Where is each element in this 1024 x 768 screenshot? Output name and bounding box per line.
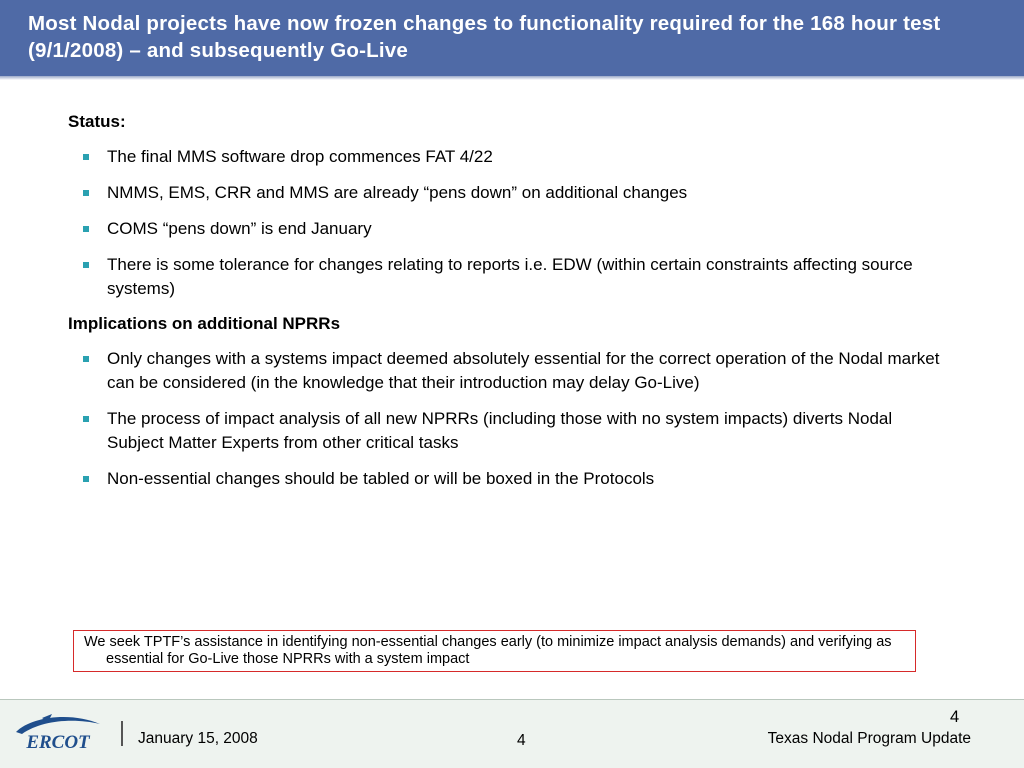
- list-item: [68, 407, 948, 455]
- footer-date: January 15, 2008: [138, 730, 258, 747]
- slide-title: Most Nodal projects have now frozen changes to functionality required for the 168 hour test (9/1/2008) – and subsequently Go-Live: [28, 12, 941, 62]
- callout-box: [73, 630, 916, 672]
- list-item-text: Only changes with a systems impact deemed absolutely essential for the correct operation of the Nodal market can be considered (in the knowledge that their introduction may delay Go-Live): [107, 349, 940, 392]
- square-bullet-icon: [83, 416, 89, 422]
- list-item-text: Non-essential changes should be tabled or will be boxed in the Protocols: [107, 469, 655, 488]
- list-item: [68, 347, 948, 395]
- bullet-list: [68, 145, 948, 301]
- section-heading: Implications on additional NPRRs: [68, 314, 341, 333]
- footer-program-title: Texas Nodal Program Update: [767, 730, 971, 747]
- list-item-text: The process of impact analysis of all new NPRRs (including those with no system impacts) diverts Nodal Subject Matter Experts from other critical tasks: [107, 409, 893, 452]
- callout-text: We seek TPTF’s assistance in identifying non-essential changes early (to minimize impact analysis demands) and verifying as essential for Go-Live those NPRRs with a system impact: [84, 634, 892, 667]
- slide-number: 4: [950, 708, 960, 726]
- section-status: [68, 111, 948, 301]
- slide-body: [68, 111, 948, 503]
- square-bullet-icon: [83, 356, 89, 362]
- logo-text: ERCOT: [26, 732, 90, 753]
- list-item-text: COMS “pens down” is end January: [107, 219, 372, 238]
- title-bar-shadow: [0, 76, 1024, 80]
- footer-page-number: 4: [517, 732, 526, 749]
- square-bullet-icon: [83, 476, 89, 482]
- list-item: [68, 217, 948, 241]
- square-bullet-icon: [83, 190, 89, 196]
- list-item: [68, 253, 948, 301]
- ercot-logo: [12, 710, 104, 754]
- title-bar: [0, 0, 1024, 76]
- square-bullet-icon: [83, 226, 89, 232]
- bullet-list: [68, 347, 948, 491]
- list-item: [68, 181, 948, 205]
- list-item-text: The final MMS software drop commences FAT 4/22: [107, 147, 493, 166]
- list-item-text: NMMS, EMS, CRR and MMS are already “pens down” on additional changes: [107, 183, 688, 202]
- section-implications: [68, 313, 948, 491]
- square-bullet-icon: [83, 262, 89, 268]
- footer-separator: [121, 721, 123, 746]
- square-bullet-icon: [83, 154, 89, 160]
- section-heading: Status:: [68, 112, 126, 131]
- list-item-text: There is some tolerance for changes relating to reports i.e. EDW (within certain constraints affecting source systems): [107, 255, 913, 298]
- list-item: [68, 145, 948, 169]
- list-item: [68, 467, 948, 491]
